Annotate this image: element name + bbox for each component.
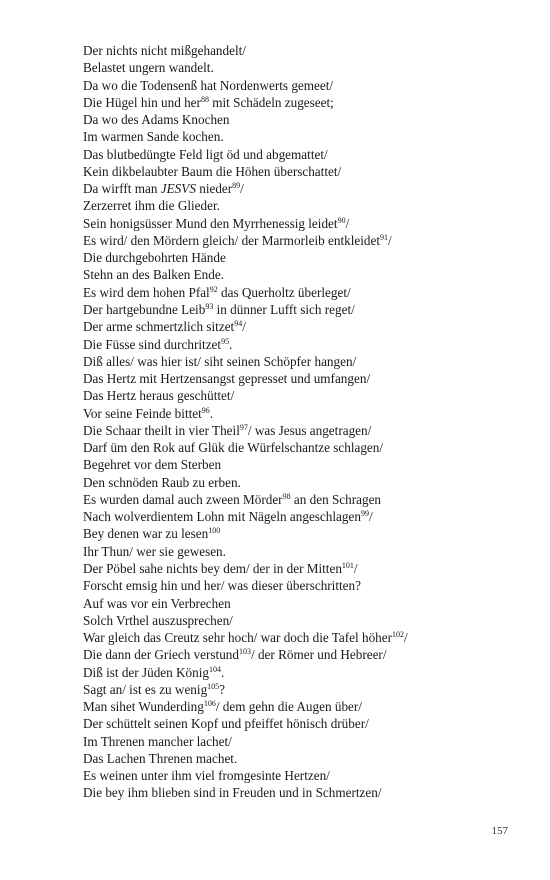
footnote-ref: 97	[239, 422, 248, 432]
line-text: Den schnöden Raub zu erben.	[83, 474, 241, 490]
line-text: Im warmen Sande kochen.	[83, 129, 224, 145]
poem-line	[83, 595, 523, 612]
line-text: Es weinen unter ihm viel fromgesinte Hertzen/	[83, 768, 330, 784]
poem-line	[83, 577, 523, 594]
poem-line	[83, 370, 523, 387]
poem-line	[83, 111, 523, 128]
poem-line	[83, 664, 523, 681]
poem-line	[83, 59, 523, 76]
poem-line	[83, 77, 523, 94]
poem-line	[83, 767, 523, 784]
poem-line	[83, 474, 523, 491]
line-text: Kein dikbelaubter Baum die Höhen überschattet/	[83, 163, 342, 179]
poem-line	[83, 612, 523, 629]
line-text: / der Römer und Hebreer/	[251, 647, 387, 663]
poem-line	[83, 163, 523, 180]
poem-line	[83, 128, 523, 145]
footnote-ref: 100	[208, 526, 221, 536]
poem-line	[83, 336, 523, 353]
line-text: Ihr Thun/ wer sie gewesen.	[83, 543, 226, 559]
poem-line	[83, 525, 523, 542]
poem-line	[83, 353, 523, 370]
line-text: Es wird dem hohen Pfal	[83, 284, 210, 300]
line-text: Es wird/ den Mördern gleich/ der Marmorleib entkleidet	[83, 232, 380, 248]
line-text: .	[229, 336, 233, 352]
poem-line	[83, 284, 523, 301]
poem-line	[83, 715, 523, 732]
poem-line	[83, 784, 523, 801]
line-text: Die Hügel hin und her	[83, 94, 201, 110]
poem-line	[83, 405, 523, 422]
line-text: Die Schaar theilt in vier Theil	[83, 422, 240, 438]
emphasized-text: JESVS	[160, 181, 196, 197]
line-text: War gleich das Creutz sehr hoch/ war doch die Tafel höher	[83, 630, 393, 646]
line-text: Solch Vrthel auszusprechen/	[83, 612, 233, 628]
footnote-ref: 91	[380, 232, 388, 242]
footnote-ref: 89	[232, 181, 241, 191]
line-text: / dem gehn die Augen über/	[215, 699, 362, 715]
footnote-ref: 103	[239, 647, 251, 657]
line-text: Stehn an des Balken Ende.	[83, 267, 224, 283]
line-text: / was Jesus angetragen/	[247, 422, 372, 438]
line-text: nieder	[195, 181, 233, 197]
line-text: .	[221, 664, 225, 680]
line-text: Da wirfft man	[83, 181, 161, 197]
poem-line	[83, 215, 523, 232]
line-text: /	[368, 509, 373, 525]
line-text: Das blutbedüngte Feld ligt öd und abgemattet/	[83, 146, 328, 162]
poem-text	[83, 42, 523, 802]
poem-line	[83, 422, 523, 439]
poem-line	[83, 197, 523, 214]
line-text: Die bey ihm blieben sind in Freuden und in Schmertzen/	[83, 785, 382, 801]
footnote-ref: 96	[201, 405, 210, 415]
footnote-ref: 105	[207, 681, 220, 691]
poem-line	[83, 232, 523, 249]
poem-line	[83, 42, 523, 59]
line-text: Sein honigsüsser Mund den Myrrhenessig leidet	[83, 215, 338, 231]
line-text: Vor seine Feinde bittet	[83, 405, 202, 421]
line-text: Die Füsse sind durchritzet	[83, 336, 222, 352]
footnote-ref: 93	[205, 301, 214, 311]
poem-line	[83, 508, 523, 525]
line-text: Auf was vor ein Verbrechen	[83, 595, 231, 611]
line-text: Da wo des Adams Knochen	[83, 112, 230, 128]
line-text: Der nichts nicht mißgehandelt/	[83, 43, 246, 58]
poem-line	[83, 646, 523, 663]
poem-line	[83, 560, 523, 577]
line-text: Das Hertz heraus geschüttet/	[83, 388, 235, 404]
line-text: Es wurden damal auch zween Mörder	[83, 491, 283, 507]
line-text: /	[353, 560, 358, 576]
poem-line	[83, 750, 523, 767]
poem-line	[83, 180, 523, 197]
poem-line	[83, 249, 523, 266]
footnote-ref: 106	[203, 699, 216, 709]
line-text: /	[388, 232, 392, 248]
line-text: Man sihet Wunderding	[83, 699, 204, 715]
line-text: Der hartgebundne Leib	[83, 301, 206, 317]
line-text: Die durchgebohrten Hände	[83, 250, 226, 266]
poem-line	[83, 387, 523, 404]
poem-line	[83, 266, 523, 283]
poem-line	[83, 94, 523, 111]
poem-line	[83, 456, 523, 473]
line-text: Nach wolverdientem Lohn mit Nägeln angeschlagen	[83, 509, 361, 525]
line-text: Forscht emsig hin und her/ was dieser überschritten?	[83, 578, 361, 594]
footnote-ref: 104	[209, 664, 222, 674]
footnote-ref: 101	[341, 560, 354, 570]
footnote-ref: 102	[392, 630, 405, 640]
line-text: /	[240, 181, 244, 197]
footnote-ref: 94	[234, 319, 243, 329]
poem-line	[83, 301, 523, 318]
footnote-ref: 88	[200, 94, 209, 104]
line-text: in dünner Lufft sich reget/	[213, 301, 355, 317]
line-text: Das Lachen Threnen machet.	[83, 750, 238, 766]
line-text: /	[242, 319, 246, 335]
line-text: Der Pöbel sahe nichts bey dem/ der in der Mitten	[83, 560, 342, 576]
poem-line	[83, 681, 523, 698]
line-text: Diß ist der Jüden König	[83, 664, 210, 680]
line-text: Sagt an/ ist es zu wenig	[83, 681, 208, 697]
page-number: 157	[491, 825, 508, 837]
line-text: Der schüttelt seinen Kopf und pfeiffet hönisch drüber/	[83, 716, 369, 732]
footnote-ref: 98	[282, 491, 291, 501]
line-text: Belastet ungern wandelt.	[83, 60, 214, 76]
line-text: /	[404, 630, 408, 646]
footnote-ref: 92	[209, 284, 218, 294]
line-text: Darf üm den Rok auf Glük die Würfelschantze schlagen/	[83, 440, 384, 456]
footnote-ref: 99	[360, 509, 369, 519]
line-text: Begehret vor dem Sterben	[83, 457, 222, 473]
poem-line	[83, 491, 523, 508]
line-text: Diß alles/ was hier ist/ siht seinen Schöpfer hangen/	[83, 353, 357, 369]
line-text: /	[345, 215, 350, 231]
poem-line	[83, 146, 523, 163]
footnote-ref: 95	[221, 336, 230, 346]
line-text: Da wo die Todensenß hat Nordenwerts gemeet/	[83, 77, 334, 93]
line-text: das Querholtz überleget/	[217, 284, 351, 300]
line-text: mit Schädeln zugeseet;	[208, 94, 334, 110]
line-text: Der arme schmertzlich sitzet	[83, 319, 235, 335]
line-text: Bey denen war zu lesen	[83, 526, 209, 542]
poem-line	[83, 698, 523, 715]
line-text: Zerzerret ihm die Glieder.	[83, 198, 220, 214]
poem-line	[83, 318, 523, 335]
line-text: .	[209, 405, 214, 421]
line-text: ?	[219, 681, 226, 697]
line-text: Die dann der Griech verstund	[83, 647, 239, 663]
line-text: Das Hertz mit Hertzensangst gepresset und umfangen/	[83, 371, 371, 387]
footnote-ref: 90	[337, 215, 346, 225]
poem-line	[83, 543, 523, 560]
line-text: an den Schragen	[290, 491, 382, 507]
poem-line	[83, 439, 523, 456]
poem-line	[83, 733, 523, 750]
poem-line	[83, 629, 523, 646]
line-text: Im Threnen mancher lachet/	[83, 733, 232, 749]
